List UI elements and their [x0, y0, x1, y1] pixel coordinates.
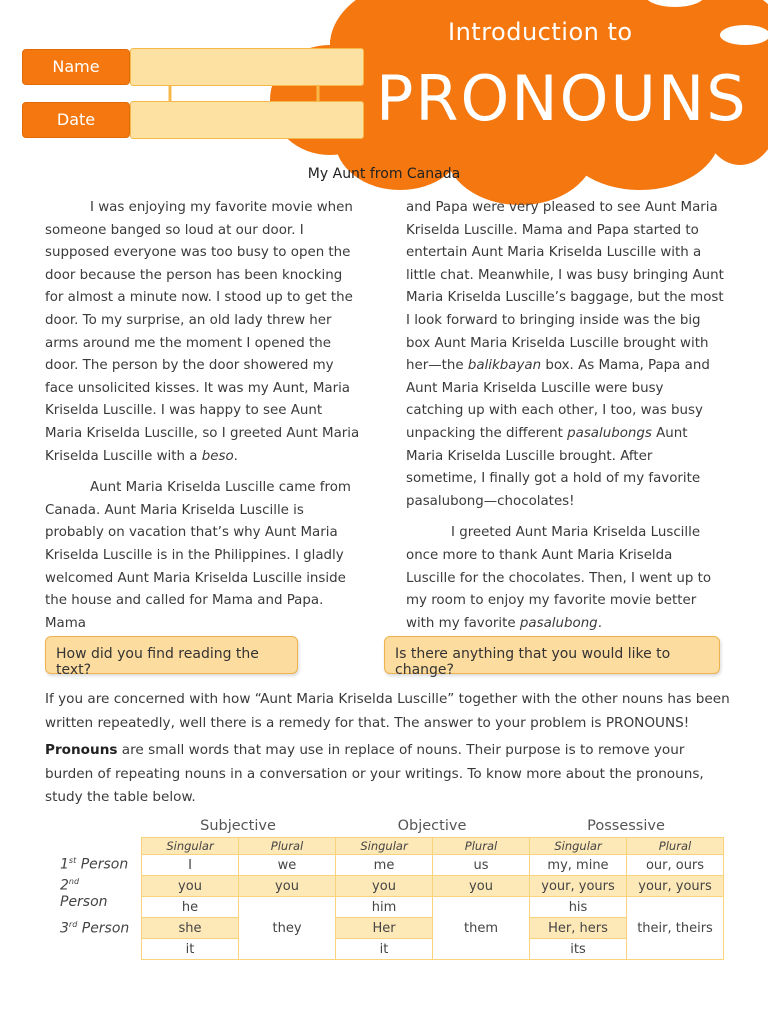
story-paragraph: I was enjoying my favorite movie when someone banged so loud at our door. I supposed everyone was too busy to open the door because the person has been knocking for almost a minute now. I stood up to get the door. To my surprise, an old lady threw her arms around me the moment I opened the door. The person by the door showered my face unsolicited kisses. It was my Aunt, Maria Kriselda Luscille. I was happy to see Aunt Maria Kriselda Luscille, so I greeted Aunt Maria Kriselda Luscille with a beso.	[45, 200, 360, 464]
date-label: Date	[22, 102, 130, 138]
table-row-third-person: it it its	[142, 939, 724, 960]
header-subjective: Subjective	[200, 818, 276, 834]
row-label-first-person: 1st Person	[60, 856, 129, 873]
date-field[interactable]	[130, 101, 364, 139]
header-objective: Objective	[397, 818, 467, 834]
table-row-third-person: she Her Her, hers	[142, 918, 724, 939]
story-paragraph: and Papa were very pleased to see Aunt Maria Kriselda Luscille. Mama and Papa started to entertain Aunt Maria Kriselda Luscille with a little chat. Meanwhile, I was busy bringing Aunt Maria Kriselda Luscille’s baggage, but the most I look forward to bringing inside was the big box Aunt Maria Kriselda Luscille brought with her—the balikbayan box. As Mama, Papa and Aunt Maria Kriselda Luscille were busy catching up with each other, I too, was busy unpacking the different pasalubongs Aunt Maria Kriselda Luscille brought. After sometime, I finally got a hold of my favorite pasalubong—chocolates!	[406, 200, 724, 509]
sub-header-row: Singular Plural Singular Plural Singular Plural	[142, 838, 724, 855]
row-label-third-person: 3rd Person	[60, 920, 130, 937]
story-title: My Aunt from Canada	[307, 166, 461, 182]
name-field[interactable]	[130, 48, 364, 86]
table-row-second-person: you you you you your, yours your, yours	[142, 876, 724, 897]
row-label-second-person: 2nd Person	[60, 877, 108, 910]
page-title: PRONOUNS	[376, 62, 748, 135]
question-box-reading: How did you find reading the text?	[45, 636, 298, 674]
pronoun-definition: Pronouns are small words that may use in replace of nouns. Their purpose is to remove your burden of repeating nouns in a conversation or your writings. To know more about the pronouns, study the table below.	[45, 742, 704, 805]
question-box-change: Is there anything that you would like to change?	[384, 636, 720, 674]
story-paragraph: I greeted Aunt Maria Kriselda Luscille once more to thank Aunt Maria Kriselda Luscille for the chocolates. Then, I went up to my room to enjoy my favorite movie better with my favorite pasalubong.	[406, 525, 712, 631]
story-paragraph: Aunt Maria Kriselda Luscille came from Canada. Aunt Maria Kriselda Luscille is probably on vacation that’s why Aunt Maria Kriselda Luscille is in the Philippines. I gladly welcomed Aunt Maria Kriselda Luscille inside the house and called for Mama and Papa. Mama	[45, 480, 351, 631]
name-label: Name	[22, 49, 130, 85]
table-row-third-person: he they him them his their, theirs	[142, 897, 724, 918]
header-possessive: Possessive	[587, 818, 665, 834]
title-intro: Introduction to	[448, 18, 633, 46]
intro-paragraph: If you are concerned with how “Aunt Maria Kriselda Luscille” together with the other nouns has been written repeatedly, well there is a remedy for that. The answer to your problem is PRONOUNS!	[45, 691, 730, 731]
story-left-column	[45, 197, 363, 635]
pronoun-table	[141, 837, 724, 960]
table-row-first-person: I we me us my, mine our, ours	[142, 855, 724, 876]
story-right-column	[406, 197, 724, 635]
